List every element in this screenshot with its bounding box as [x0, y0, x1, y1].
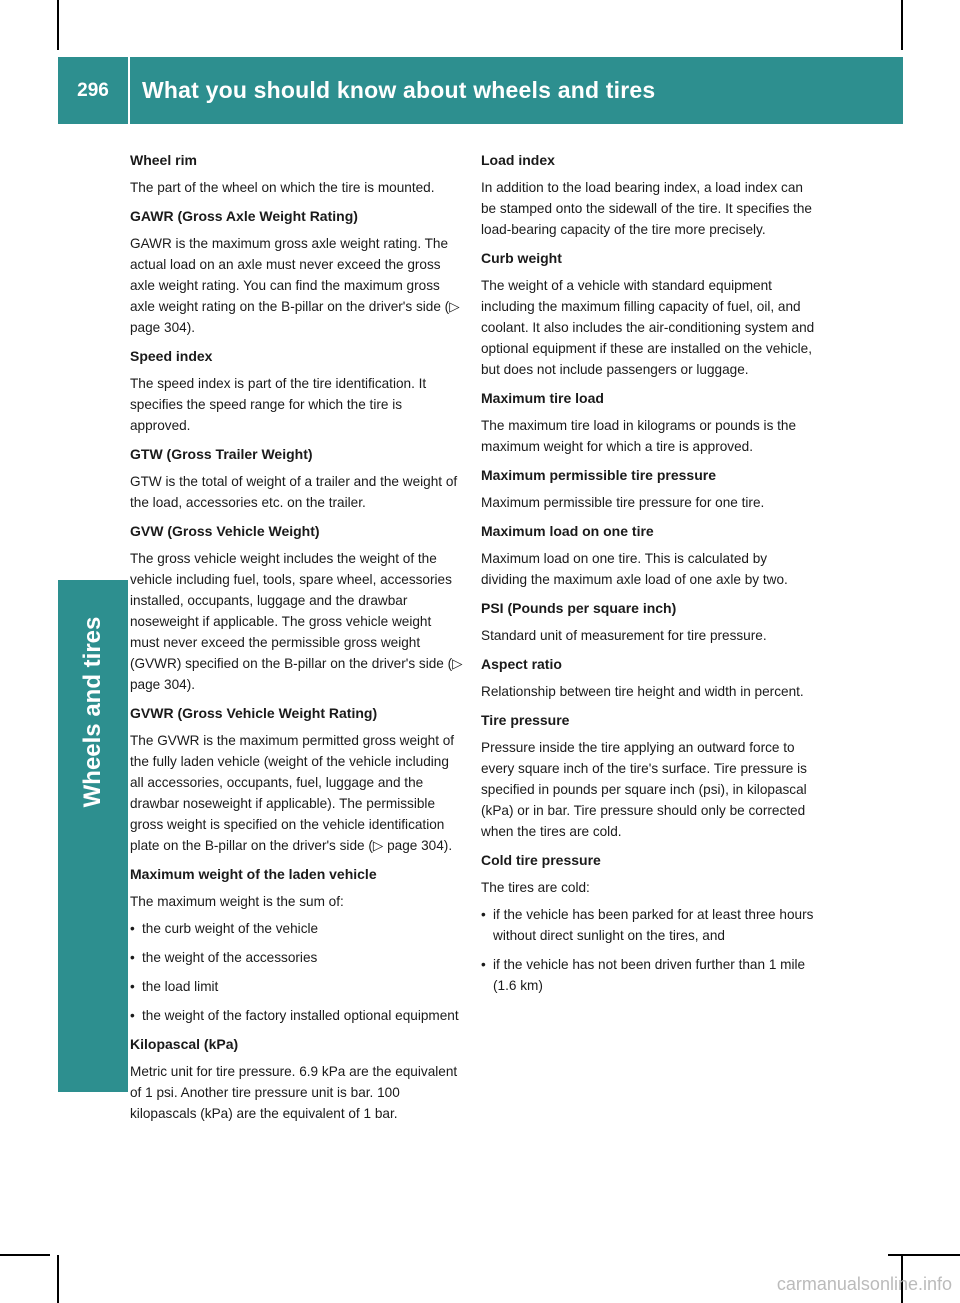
glossary-definition: Relationship between tire height and width in percent. — [481, 684, 804, 699]
glossary-definition: GTW is the total of weight of a trailer and the weight of the load, accessories etc. on the trailer. — [130, 474, 458, 510]
glossary-term: PSI (Pounds per square inch) — [481, 600, 677, 616]
glossary-term: Curb weight — [481, 250, 562, 266]
glossary-term: Maximum weight of the laden vehicle — [130, 866, 377, 882]
right-column — [481, 150, 815, 1004]
crop-mark — [0, 1254, 50, 1256]
page-title: What you should know about wheels and tires — [142, 77, 656, 103]
glossary-entry — [481, 850, 815, 996]
glossary-entry — [481, 248, 815, 380]
bullet-item: • the weight of the accessories — [130, 947, 464, 968]
page-number: 296 — [77, 79, 109, 101]
glossary-definition: Pressure inside the tire applying an outward force to every square inch of the tire's surface. Tire pressure is specified in pounds per square inch (psi), in kilopascal (kPa) or in bar. Tire pressure should only be corrected when the tires are cold. — [481, 740, 807, 839]
glossary-entry — [481, 465, 815, 513]
glossary-term: Speed index — [130, 348, 213, 364]
glossary-definition: Standard unit of measurement for tire pressure. — [481, 628, 767, 643]
glossary-definition: The tires are cold: — [481, 880, 590, 895]
page-header — [58, 57, 903, 124]
bullet-item: • if the vehicle has not been driven further than 1 mile (1.6 km) — [481, 954, 815, 996]
glossary-term: Kilopascal (kPa) — [130, 1036, 239, 1052]
glossary-term: Load index — [481, 152, 555, 168]
glossary-entry — [130, 444, 464, 513]
bullet-list — [130, 918, 464, 1026]
glossary-term: GAWR (Gross Axle Weight Rating) — [130, 208, 358, 224]
glossary-entry — [130, 864, 464, 1026]
glossary-entry — [130, 703, 464, 856]
left-column — [130, 150, 464, 1132]
glossary-term: Aspect ratio — [481, 656, 562, 672]
crop-mark — [57, 0, 59, 50]
crop-mark — [888, 1254, 960, 1256]
glossary-definition: GAWR is the maximum gross axle weight rating. The actual load on an axle must never exceed the gross axle weight rating. You can find the maximum gross axle weight rating on the B-pillar on the driver's side (▷ page 304). — [130, 236, 460, 335]
glossary-term: GTW (Gross Trailer Weight) — [130, 446, 313, 462]
crop-mark — [57, 1255, 59, 1303]
glossary-entry — [130, 346, 464, 436]
glossary-entry — [481, 521, 815, 590]
glossary-definition: The weight of a vehicle with standard equipment including the maximum filling capacity of fuel, oil, and coolant. It also includes the air-conditioning system and optional equipment if these are installed on the vehicle, but does not include passengers or luggage. — [481, 278, 815, 377]
glossary-entry — [481, 388, 815, 457]
glossary-entry — [130, 1034, 464, 1124]
glossary-definition: The part of the wheel on which the tire is mounted. — [130, 180, 435, 195]
glossary-entry — [481, 150, 815, 240]
glossary-definition: The GVWR is the maximum permitted gross weight of the fully laden vehicle (weight of the vehicle including all accessories, occupants, fuel, luggage and the drawbar noseweight if applicable). The permissible gross weight is specified on the vehicle identification plate on the B-pillar on the driver's side (▷ page 304). — [130, 733, 455, 853]
glossary-term: Tire pressure — [481, 712, 570, 728]
glossary-definition: The gross vehicle weight includes the weight of the vehicle including fuel, tools, spare wheel, accessories installed, occupants, luggage and the drawbar noseweight if applicable. The gross vehicle weight must never exceed the permissible gross weight (GVWR) specified on the B-pillar on the driver's side (▷ page 304). — [130, 551, 463, 692]
glossary-definition: Maximum permissible tire pressure for one tire. — [481, 495, 765, 510]
glossary-definition: The maximum tire load in kilograms or pounds is the maximum weight for which a tire is approved. — [481, 418, 797, 454]
glossary-entry — [130, 206, 464, 338]
glossary-entry — [481, 654, 815, 702]
watermark: carmanualsonline.info — [776, 1274, 952, 1294]
glossary-term: Maximum permissible tire pressure — [481, 467, 716, 483]
crop-mark — [901, 0, 903, 50]
glossary-term: Maximum tire load — [481, 390, 604, 406]
bullet-item: • the weight of the factory installed optional equipment — [130, 1005, 464, 1026]
glossary-term: Maximum load on one tire — [481, 523, 654, 539]
glossary-term: GVW (Gross Vehicle Weight) — [130, 523, 320, 539]
glossary-entry — [130, 150, 464, 198]
bullet-item: • if the vehicle has been parked for at least three hours without direct sunlight on the tires, and — [481, 904, 815, 946]
glossary-term: Wheel rim — [130, 152, 197, 168]
glossary-entry — [481, 710, 815, 842]
glossary-term: Cold tire pressure — [481, 852, 601, 868]
side-tab-label: Wheels and tires — [79, 616, 106, 808]
glossary-definition: Metric unit for tire pressure. 6.9 kPa are the equivalent of 1 psi. Another tire pressure unit is bar. 100 kilopascals (kPa) are the equivalent of 1 bar. — [130, 1064, 458, 1121]
glossary-definition: Maximum load on one tire. This is calculated by dividing the maximum axle load of one axle by two. — [481, 551, 788, 587]
glossary-definition: In addition to the load bearing index, a load index can be stamped onto the sidewall of the tire. It specifies the load-bearing capacity of the tire more precisely. — [481, 180, 812, 237]
bullet-item: • the load limit — [130, 976, 464, 997]
glossary-definition: The maximum weight is the sum of: — [130, 894, 344, 909]
bullet-item: • the curb weight of the vehicle — [130, 918, 464, 939]
glossary-entry — [130, 521, 464, 695]
glossary-term: GVWR (Gross Vehicle Weight Rating) — [130, 705, 378, 721]
glossary-definition: The speed index is part of the tire identification. It specifies the speed range for which the tire is approved. — [130, 376, 427, 433]
glossary-entry — [481, 598, 815, 646]
bullet-list — [481, 904, 815, 996]
